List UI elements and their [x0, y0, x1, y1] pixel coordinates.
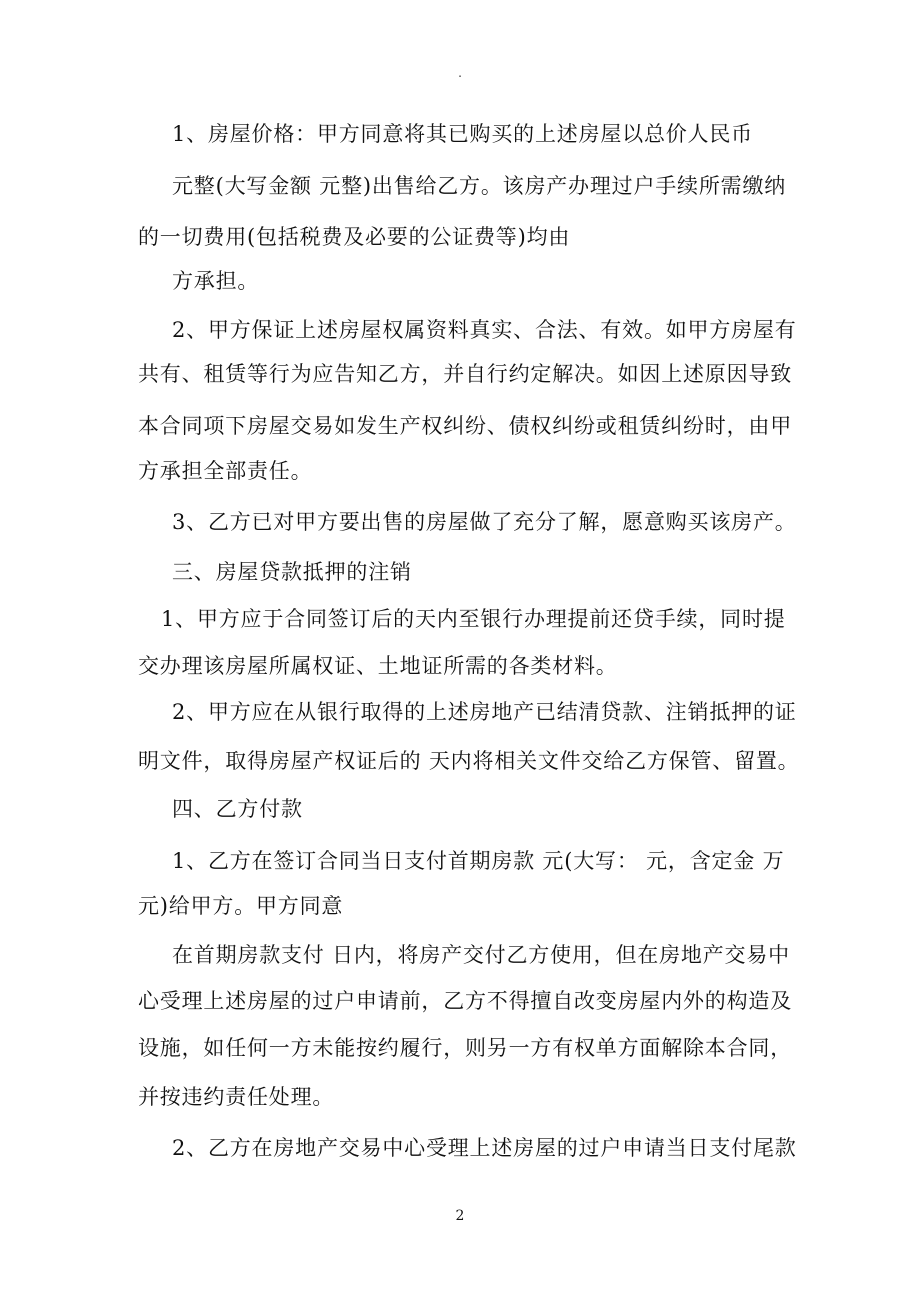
text-line: 共有、租赁等行为应告知乙方，并自行约定解决。如因上述原因导致	[138, 362, 792, 386]
text-line: 2、乙方在房地产交易中心受理上述房屋的过户申请当日支付尾款	[172, 1136, 797, 1160]
text-line: 1、甲方应于合同签订后的天内至银行办理提前还贷手续，同时提	[161, 607, 786, 631]
page-number: 2	[455, 1208, 465, 1224]
text-line: 明文件，取得房屋产权证后的 天内将相关文件交给乙方保管、留置。	[138, 749, 800, 773]
text-line: 方承担。	[172, 269, 260, 293]
section-heading: 四、乙方付款	[172, 797, 303, 821]
text-line: 设施，如任何一方未能按约履行，则另一方有权单方面解除本合同，	[138, 1036, 792, 1060]
text-line: 交办理该房屋所属权证、土地证所需的各类材料。	[138, 654, 618, 678]
section-heading: 三、房屋贷款抵押的注销	[172, 560, 412, 584]
text-line: 元整(大写金额 元整)出售给乙方。该房产办理过户手续所需缴纳	[172, 174, 787, 198]
text-line: 本合同项下房屋交易如发生产权纠纷、债权纠纷或租赁纠纷时，由甲	[138, 414, 792, 438]
text-line: 在首期房款支付 日内，将房产交付乙方使用，但在房地产交易中	[172, 943, 790, 967]
text-line: 心受理上述房屋的过户申请前，乙方不得擅自改变房屋内外的构造及	[138, 989, 792, 1013]
text-line: 1、乙方在签订合同当日支付首期房款 元(大写： 元，含定金 万	[172, 849, 785, 873]
text-line: 方承担全部责任。	[138, 459, 313, 483]
text-line: 2、甲方应在从银行取得的上述房地产已结清贷款、注销抵押的证	[172, 700, 797, 724]
text-line: 3、乙方已对甲方要出售的房屋做了充分了解，愿意购买该房产。	[172, 510, 797, 534]
text-line: 2、甲方保证上述房屋权属资料真实、合法、有效。如甲方房屋有	[172, 318, 797, 342]
text-line: 的一切费用(包括税费及必要的公证费等)均由	[138, 225, 571, 249]
text-line: 元)给甲方。甲方同意	[138, 894, 344, 918]
text-line: 1、房屋价格：甲方同意将其已购买的上述房屋以总价人民币	[172, 122, 753, 146]
text-line: 并按违约责任处理。	[138, 1085, 335, 1109]
header-mark: .	[458, 66, 462, 80]
